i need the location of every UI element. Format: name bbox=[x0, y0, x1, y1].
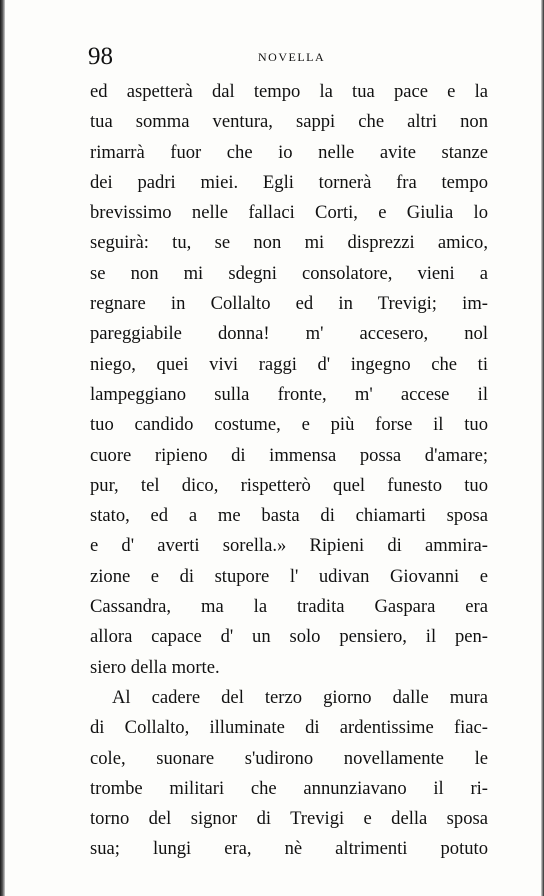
text-line: niego, quei vivi raggi d' ingegno che ti bbox=[90, 353, 488, 375]
text-line: pur, tel dico, rispetterò quel funesto tuo bbox=[90, 474, 488, 496]
text-line: zione e di stupore l' udivan Giovanni e bbox=[90, 565, 488, 587]
text-line: sua; lungi era, nè altrimenti potuto bbox=[90, 838, 488, 860]
text-line: se non mi sdegni consolatore, vieni a bbox=[90, 262, 488, 284]
text-line: allora capace d' un solo pensiero, il pen- bbox=[90, 626, 488, 648]
text-line: seguirà: tu, se non mi disprezzi amico, bbox=[90, 232, 488, 254]
text-line: lampeggiano sulla fronte, m' accese il bbox=[90, 383, 488, 405]
page-header bbox=[88, 40, 488, 76]
text-line: dei padri miei. Egli tornerà fra tempo bbox=[90, 171, 488, 193]
text-line: trombe militari che annunziavano il ri- bbox=[90, 777, 488, 799]
page-number: 98 bbox=[88, 43, 113, 70]
text-line: torno del signor di Trevigi e della sposa bbox=[90, 808, 488, 830]
running-head: NOVELLA bbox=[258, 50, 326, 64]
text-line: cuore ripieno di immensa possa d'amare; bbox=[90, 444, 488, 466]
text-line: brevissimo nelle fallaci Corti, e Giulia lo bbox=[90, 202, 488, 224]
body-text bbox=[90, 77, 488, 865]
text-line: tuo candido costume, e più forse il tuo bbox=[90, 414, 488, 436]
text-line: rimarrà fuor che io nelle avite stanze bbox=[90, 141, 488, 163]
paragraph-end-line: siero della morte. bbox=[90, 656, 220, 678]
text-line: Cassandra, ma la tradita Gaspara era bbox=[90, 596, 488, 618]
text-line: di Collalto, illuminate di ardentissime fiac- bbox=[90, 717, 488, 739]
text-line: cole, suonare s'udirono novellamente le bbox=[90, 747, 488, 769]
text-line: ed aspetterà dal tempo la tua pace e la bbox=[90, 81, 488, 102]
text-line: tua somma ventura, sappi che altri non bbox=[90, 111, 488, 133]
text-line: e d' averti sorella.» Ripieni di ammira- bbox=[90, 535, 488, 557]
paragraph-start-line: Al cadere del terzo giorno dalle mura bbox=[112, 686, 488, 708]
text-line: stato, ed a me basta di chiamarti sposa bbox=[90, 505, 488, 527]
text-line: regnare in Collalto ed in Trevigi; im- bbox=[90, 293, 488, 315]
page-left-edge-shadow bbox=[0, 0, 5, 896]
text-line: pareggiabile donna! m' accesero, nol bbox=[90, 323, 488, 345]
